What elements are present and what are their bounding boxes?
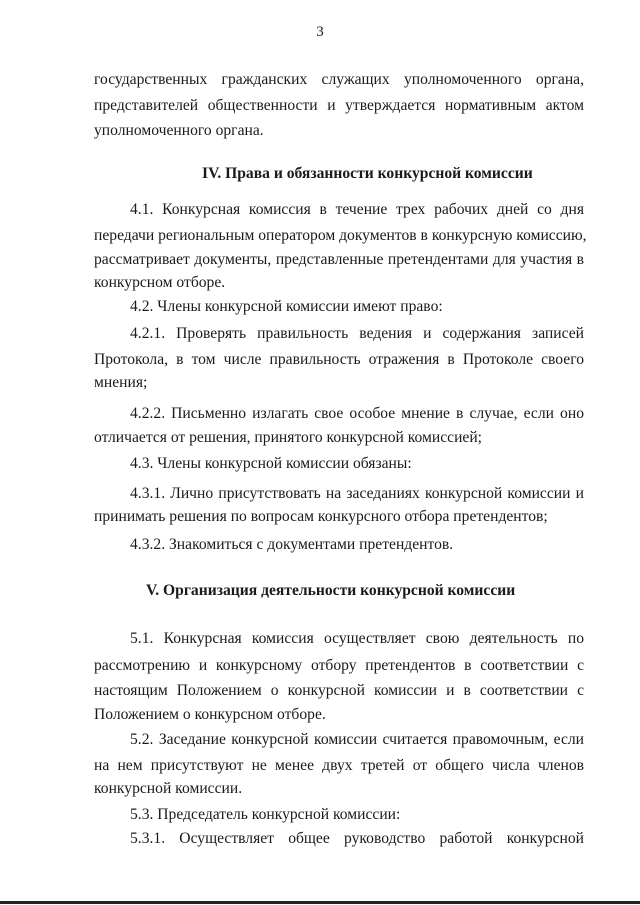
text-line: 4.3. Члены конкурсной комиссии обязаны: xyxy=(130,455,412,472)
text-line: 4.3.1. Лично присутствовать на заседаниях конкурсной комиссии и xyxy=(130,485,584,502)
text-line: рассмотрению и конкурсному отбору претендентов в соответствии с xyxy=(94,657,584,674)
text-line: 4.2. Члены конкурсной комиссии имеют право: xyxy=(130,298,443,315)
section-heading-iv: IV. Права и обязанности конкурсной комиссии xyxy=(202,165,533,182)
text-line: настоящим Положением о конкурсной комиссии и в соответствии с xyxy=(94,682,584,699)
text-line: 5.2. Заседание конкурсной комиссии считается правомочным, если xyxy=(130,731,584,748)
text-line: государственных гражданских служащих уполномоченного органа, xyxy=(94,71,584,88)
text-line: на нем присутствуют не менее двух третей от общего числа членов xyxy=(94,757,584,774)
text-line: принимать решения по вопросам конкурсного отбора претендентов; xyxy=(94,508,548,525)
page-number: 3 xyxy=(316,24,324,40)
section-heading-v: V. Организация деятельности конкурсной комиссии xyxy=(146,582,516,599)
text-line: конкурсной комиссии. xyxy=(94,780,243,797)
text-line: 4.3.2. Знакомиться с документами претендентов. xyxy=(130,536,454,553)
text-line: конкурсном отборе. xyxy=(94,274,226,291)
text-line: мнения; xyxy=(94,374,148,391)
text-line: передачи региональным оператором документов в конкурсную комиссию, xyxy=(94,227,587,244)
text-line: рассматривает документы, представленные претендентами для участия в xyxy=(94,251,584,268)
text-line: 4.2.1. Проверять правильность ведения и содержания записей xyxy=(130,325,584,342)
text-line: отличается от решения, принятого конкурсной комиссией; xyxy=(94,429,483,446)
text-line: представителей общественности и утверждается нормативным актом xyxy=(94,97,584,114)
text-line: 5.3. Председатель конкурсной комиссии: xyxy=(130,806,401,823)
text-line: Протокола, в том числе правильность отражения в Протоколе своего xyxy=(94,351,584,368)
text-line: 5.1. Конкурсная комиссия осуществляет свою деятельность по xyxy=(130,630,584,647)
text-line: 4.1. Конкурсная комиссия в течение трех рабочих дней со дня xyxy=(130,201,584,218)
text-line: 5.3.1. Осуществляет общее руководство работой конкурсной xyxy=(130,830,584,847)
text-line: 4.2.2. Письменно излагать свое особое мнение в случае, если оно xyxy=(130,405,584,422)
text-line: уполномоченного органа. xyxy=(94,122,264,139)
text-line: Положением о конкурсном отборе. xyxy=(94,706,326,723)
scan-edge-line xyxy=(0,901,640,904)
